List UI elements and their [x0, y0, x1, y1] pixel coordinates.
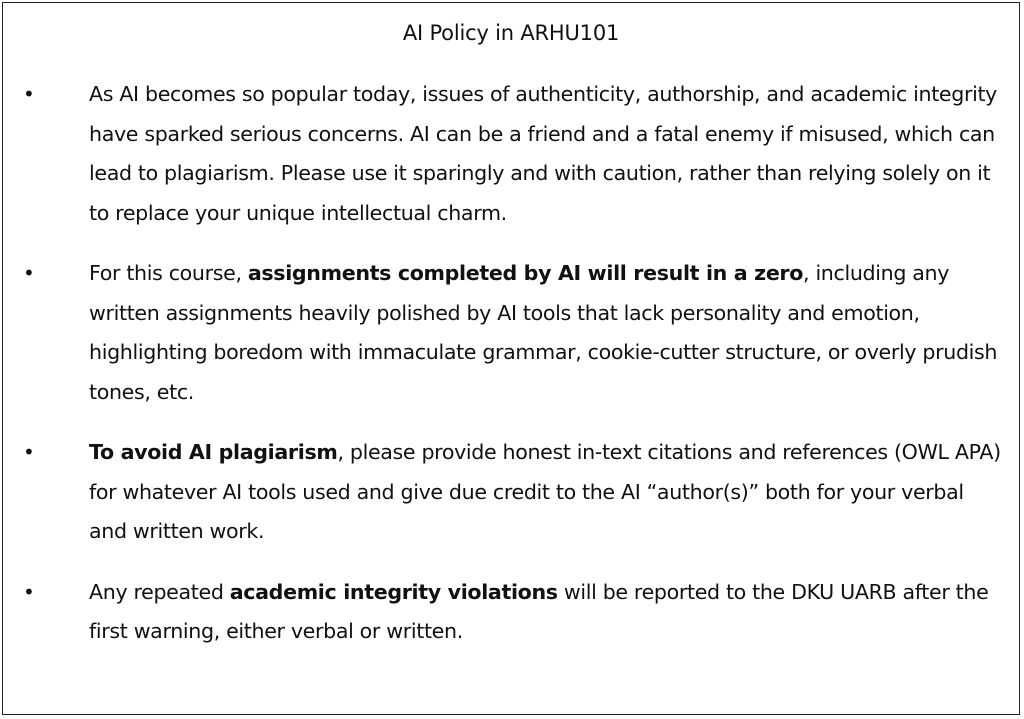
policy-item-ai-assignments: [3, 254, 1019, 412]
policy-item-text: [89, 254, 1004, 412]
policy-list: [3, 75, 1019, 673]
text-segment: For this course,: [89, 261, 248, 285]
text-segment: , including any written assignments heavily polished by AI tools that lack personality and emotion, highlighting boredom with immaculate grammar, cookie-cutter structure, or overly prudish tones, etc.: [89, 261, 998, 404]
text-segment: As AI becomes so popular today, issues of authenticity, authorship, and academic integrity have sparked serious concerns. AI can be a friend and a fatal enemy if misused, which can lead to plagiarism. Please use it sparingly and with caution, rather than relying solely on it to replace your unique intellectual charm.: [89, 82, 998, 225]
text-segment: , please provide honest in-text citations and references (OWL APA) for whatever AI tools used and give due credit to the AI “author(s)” both for your verbal and written work.: [89, 440, 1001, 543]
policy-document: [2, 2, 1020, 715]
bullet-icon: •: [23, 82, 35, 106]
emphasis-text: academic integrity violations: [229, 579, 558, 604]
policy-item-text: [89, 75, 1004, 233]
text-segment: Any repeated: [89, 579, 230, 604]
emphasis-text: To avoid AI plagiarism: [89, 440, 338, 464]
policy-item-text: [89, 433, 1004, 552]
emphasis-text: assignments completed by AI will result in a zero: [247, 261, 804, 285]
policy-item-text: [89, 573, 1004, 652]
bullet-icon: •: [23, 440, 35, 464]
bullet-icon: •: [23, 579, 35, 604]
bullet-icon: •: [23, 261, 35, 285]
text-segment: will be reported to the DKU UARB after the first warning, either verbal or written.: [89, 579, 989, 643]
policy-item-ai-usage: [3, 75, 1019, 233]
policy-item-violations: [3, 573, 1019, 652]
policy-item-avoid-plagiarism: [3, 433, 1019, 552]
document-title: AI Policy in ARHU101: [402, 21, 620, 45]
